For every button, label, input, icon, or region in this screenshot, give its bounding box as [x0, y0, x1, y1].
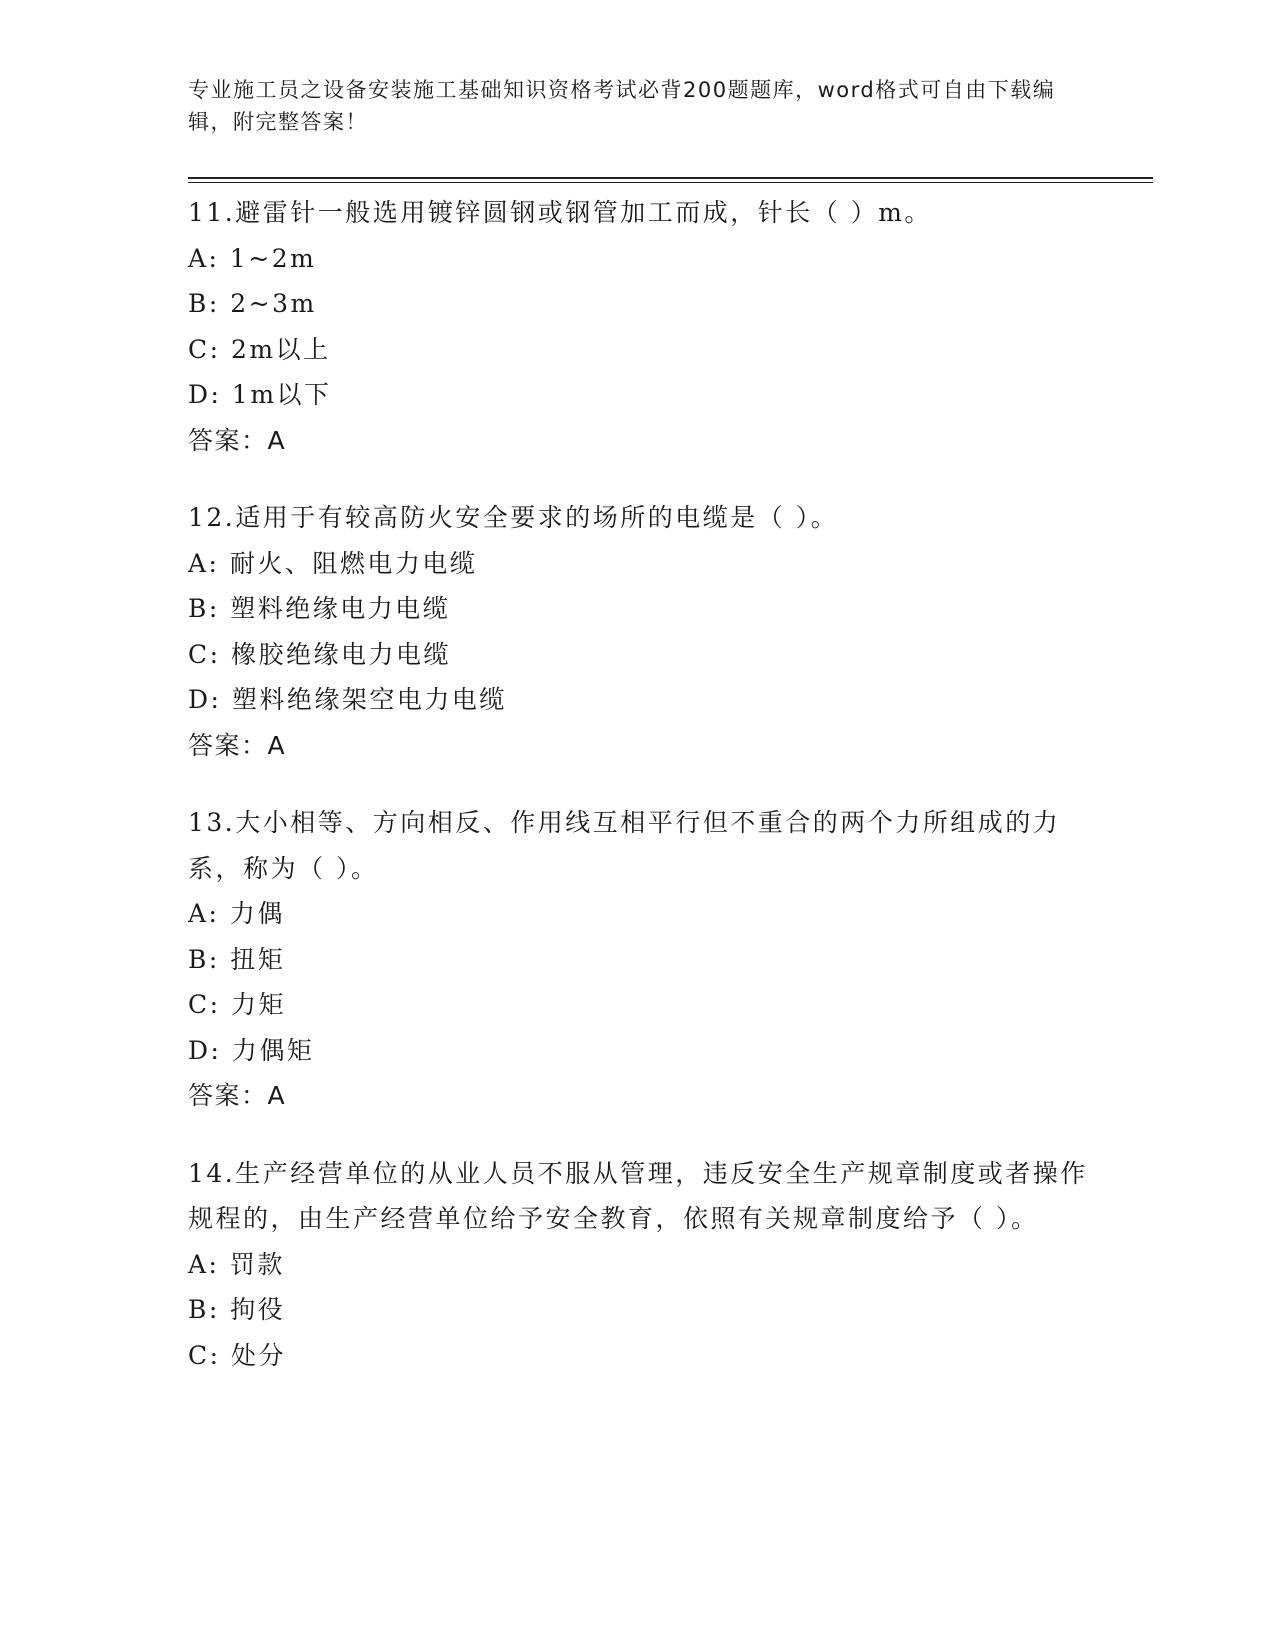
option-c: C: 2m以上: [188, 334, 331, 364]
option-a: A: 1~2m: [188, 243, 317, 273]
option-b: B: 2~3m: [188, 289, 317, 318]
option-c: C: 力矩: [188, 990, 286, 1019]
answer-line: 答案：A: [188, 425, 287, 455]
option-d: D: 塑料绝缘架空电力电缆: [188, 685, 507, 714]
header-divider-thick: [188, 177, 1153, 179]
option-d: D: 力偶矩: [188, 1035, 315, 1065]
option-d: D: 1m以下: [188, 380, 332, 409]
question-13: [188, 800, 1088, 1119]
option-b: B: 扭矩: [188, 944, 286, 974]
document-header: 专业施工员之设备安装施工基础知识资格考试必背200题题库，word格式可自由下载编辑，附完整答案！: [188, 78, 1056, 134]
option-c: C: 处分: [188, 1340, 286, 1370]
option-a: A: 力偶: [188, 899, 285, 928]
question-14: [188, 1151, 1088, 1379]
question-11: [188, 190, 1088, 463]
question-stem: 11.避雷针一般选用镀锌圆钢或钢管加工而成，针长（ ）m。: [188, 198, 932, 227]
option-c: C: 橡胶绝缘电力电缆: [188, 639, 451, 669]
option-b: B: 塑料绝缘电力电缆: [188, 594, 451, 623]
answer-line: 答案：A: [188, 1081, 287, 1110]
question-list: [188, 190, 1088, 1410]
header-divider-thin: [188, 182, 1153, 183]
answer-line: 答案：A: [188, 730, 287, 760]
option-a: A: 耐火、阻燃电力电缆: [188, 548, 478, 578]
question-stem: 13.大小相等、方向相反、作用线互相平行但不重合的两个力所组成的力系，称为（ ）。: [188, 808, 1061, 883]
question-stem: 12.适用于有较高防火安全要求的场所的电缆是（ ）。: [188, 503, 839, 532]
option-b: B: 拘役: [188, 1295, 286, 1324]
question-12: [188, 495, 1088, 768]
option-a: A: 罚款: [188, 1249, 285, 1279]
question-stem: 14.生产经营单位的从业人员不服从管理，违反安全生产规章制度或者操作规程的，由生产经营单位给予安全教育，依照有关规章制度给予（ ）。: [188, 1158, 1088, 1233]
